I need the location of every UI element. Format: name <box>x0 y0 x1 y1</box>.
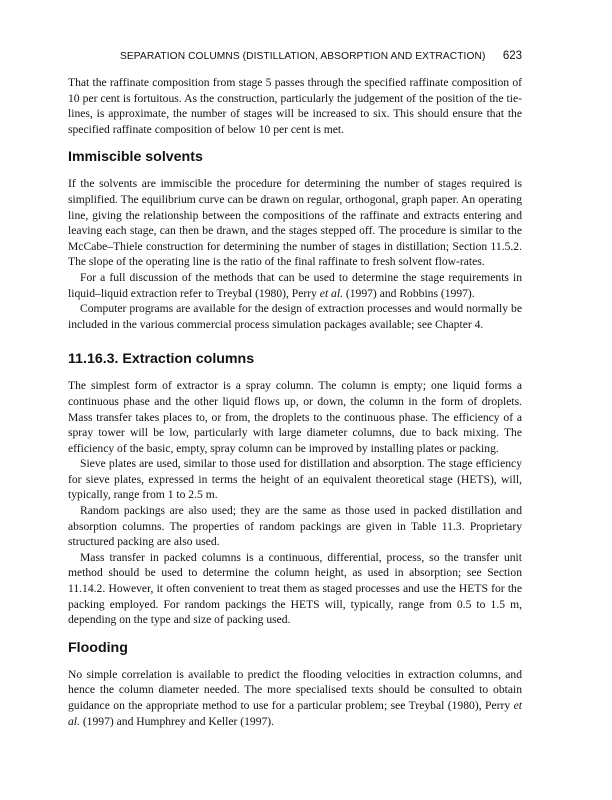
running-head: SEPARATION COLUMNS (DISTILLATION, ABSORPTION AND EXTRACTION) <box>120 51 486 62</box>
italic-et-al: et al. <box>319 286 343 300</box>
extraction-paragraph-2: Sieve plates are used, similar to those used for distillation and absorption. The stage efficiency for sieve plates, expressed in terms the height of an equivalent theoretical stage (HETS), will, typically, range from 1 to 2.5 m. <box>68 457 522 502</box>
text-span: (1997) and Humphrey and Keller (1997). <box>79 714 275 728</box>
text-span: No simple correlation is available to predict the flooding velocities in extraction columns, and hence the column diameter needed. The more specialised texts should be consulted to obtain guidance on the appropriate method to use for a particular problem; see Treybal (1980), Perry <box>68 667 522 712</box>
section-heading-extraction-columns: 11.16.3. Extraction columns <box>68 351 255 368</box>
extraction-paragraph-3: Random packings are also used; they are the same as those used in packed distillation and absorption columns. The properties of random packings are given in Table 11.3. Proprietary structured packing are also used. <box>68 504 522 549</box>
flooding-paragraph-1 <box>68 667 522 729</box>
extraction-paragraph-4: Mass transfer in packed columns is a continuous, differential, process, so the transfer unit method should be used to determine the column height, as used in absorption; see Section 11.14.2. However, it often convenient to treat them as staged processes and use the HETS for the packing employed. For random packings the HETS will, typically, range from 0.5 to 1.5 m, depending on the type and size of packing used. <box>68 550 522 627</box>
immiscible-paragraph-1: If the solvents are immiscible the procedure for determining the number of stages required is simplified. The equilibrium curve can be drawn on regular, orthogonal, graph paper. An operating line, giving the relationship between the compositions of the raffinate and extracts entering and leaving each stage, can then be drawn, and the stages stepped off. The procedure is similar to the McCabe–Thiele construction for determining the number of stages in distillation; Section 11.5.2. The slope of the operating line is the ratio of the final raffinate to fresh solvent flow-rates. <box>68 177 522 269</box>
page-body <box>68 75 522 729</box>
italic-et-al: et al. <box>68 699 522 728</box>
immiscible-paragraph-2 <box>68 270 522 301</box>
section-heading-flooding: Flooding <box>68 639 128 656</box>
immiscible-paragraph-3: Computer programs are available for the design of extraction processes and would normally be included in the various commercial process simulation packages available; see Chapter 4. <box>68 302 522 331</box>
page-number: 623 <box>502 50 522 62</box>
text-span: For a full discussion of the methods that can be used to determine the stage requirements in liquid–liquid extraction refer to Treybal (1980), Perry <box>68 270 522 300</box>
text-span: (1997) and Robbins (1997). <box>342 286 475 300</box>
extraction-paragraph-1: The simplest form of extractor is a spray column. The column is empty; one liquid forms a continuous phase and the other liquid flows up, or down, the column in the form of droplets. Mass transfer takes places to, or from, the droplets to the continuous phase. The efficiency of a spray tower will be low, particularly with large diameter columns, due to back mixing. The efficiency of the basic, empty, spray column can be improved by installing plates or packing. <box>68 379 522 455</box>
section-heading-immiscible-solvents: Immiscible solvents <box>68 149 203 166</box>
intro-paragraph: That the raffinate composition from stage 5 passes through the specified raffinate composition of 10 per cent is fortuitous. As the construction, particularly the judgement of the position of the tie-lines, is approximate, the number of stages will be increased to six. This should ensure that the specified raffinate composition of below 10 per cent is met. <box>68 76 522 136</box>
